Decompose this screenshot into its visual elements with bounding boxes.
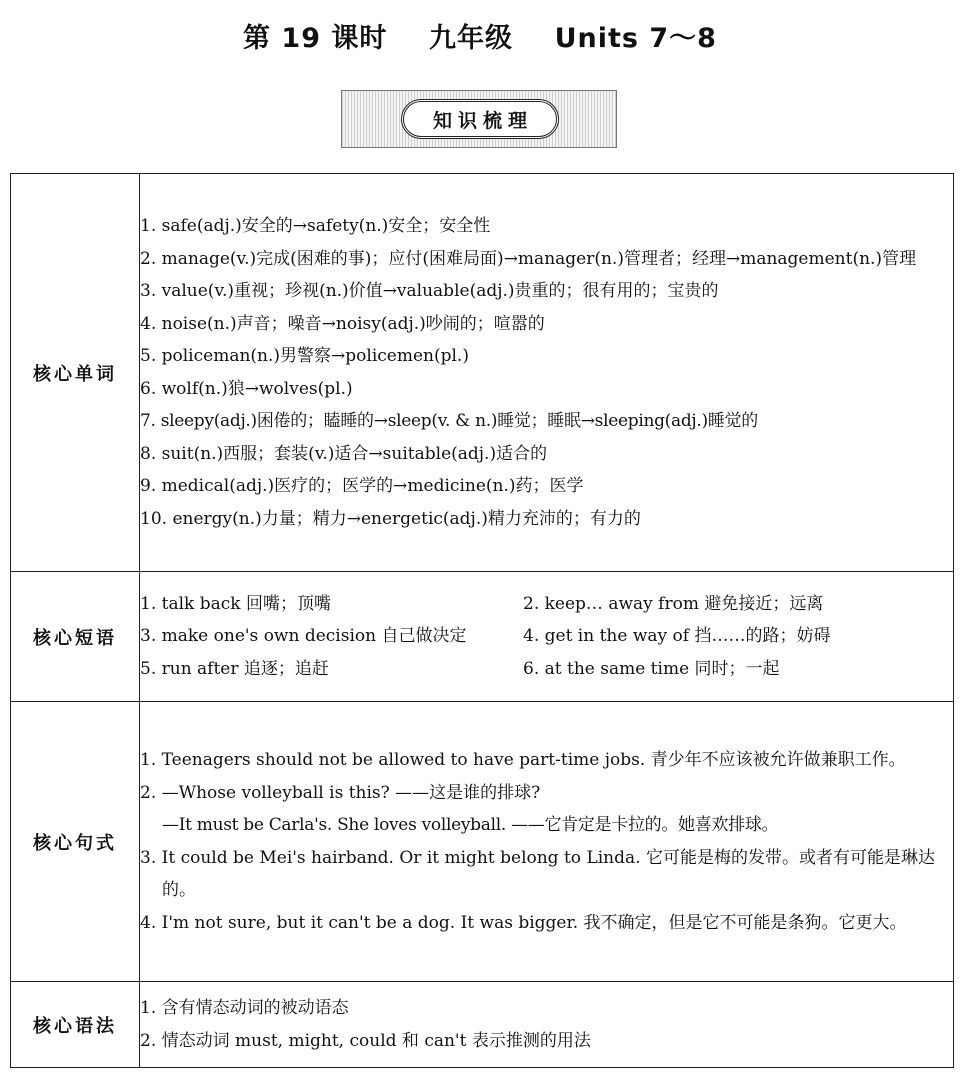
phrase-item: 6. at the same time 同时；一起 xyxy=(523,658,780,679)
sentences-content xyxy=(140,702,954,982)
phrase-item: 5. run after 追逐；追赶 xyxy=(140,658,329,679)
word-item: 9. medical(adj.)医疗的；医学的→medicine(n.)药；医学 xyxy=(140,476,584,496)
word-item: 4. noise(n.)声音；噪音→noisy(adj.)吵闹的；喧嚣的 xyxy=(140,313,545,334)
phrase-item: 1. talk back 回嘴；顶嘴 xyxy=(140,593,331,614)
sentence-item: 1. Teenagers should not be allowed to have part-time jobs. 青少年不应该被允许做兼职工作。 xyxy=(140,750,906,770)
word-item: 5. policeman(n.)男警察→policemen(pl.) xyxy=(140,346,469,366)
row-label-phrases: 核心短语 xyxy=(11,572,140,702)
sentence-item: 3. It could be Mei's hairband. Or it might belong to Linda. 它可能是梅的发带。或者有可能是琳达的。 xyxy=(140,847,935,900)
word-item: 8. suit(n.)西服；套装(v.)适合→suitable(adj.)适合的 xyxy=(140,443,548,464)
words-content xyxy=(140,174,954,572)
grammar-item: 2. 情态动词 must, might, could 和 can't 表示推测的用法 xyxy=(140,1030,591,1051)
word-item: 2. manage(v.)完成(困难的事)；应付(困难局面)→manager(n.)管理者；经理→management(n.)管理 xyxy=(140,248,917,269)
section-badge-label: 知识梳理 xyxy=(401,99,559,139)
phrases-content xyxy=(140,572,954,702)
word-item: 3. value(v.)重视；珍视(n.)价值→valuable(adj.)贵重的；很有用的；宝贵的 xyxy=(140,281,719,301)
row-label-sentences: 核心句式 xyxy=(11,702,140,982)
table-row-words xyxy=(11,174,954,572)
knowledge-table xyxy=(10,173,954,1068)
sentence-item: 2. —Whose volleyball is this? ——这是谁的排球? xyxy=(140,782,541,803)
table-row-phrases xyxy=(11,572,954,702)
word-item: 1. safe(adj.)安全的→safety(n.)安全；安全性 xyxy=(140,216,491,236)
word-item: 7. sleepy(adj.)困倦的；瞌睡的→sleep(v. & n.)睡觉；睡眠→sleeping(adj.)睡觉的 xyxy=(140,411,758,431)
word-item: 10. energy(n.)力量；精力→energetic(adj.)精力充沛的；有力的 xyxy=(140,508,641,529)
row-label-words: 核心单词 xyxy=(11,174,140,572)
phrase-item: 2. keep… away from 避免接近；远离 xyxy=(523,593,824,614)
word-item: 6. wolf(n.)狼→wolves(pl.) xyxy=(140,378,353,399)
section-badge xyxy=(341,90,617,148)
sentence-item: —It must be Carla's. She loves volleyball. ——它肯定是卡拉的。她喜欢排球。 xyxy=(162,815,779,835)
grammar-content xyxy=(140,982,954,1068)
row-label-grammar: 核心语法 xyxy=(11,982,140,1068)
table-row-grammar xyxy=(11,982,954,1068)
page-title: 第 19 课时 九年级 Units 7～8 xyxy=(243,23,717,54)
table-row-sentences xyxy=(11,702,954,982)
phrase-item: 3. make one's own decision 自己做决定 xyxy=(140,626,467,647)
grammar-item: 1. 含有情态动词的被动语态 xyxy=(140,998,349,1018)
phrase-item: 4. get in the way of 挡……的路；妨碍 xyxy=(523,626,831,647)
sentence-item: 4. I'm not sure, but it can't be a dog. It was bigger. 我不确定，但是它不可能是条狗。它更大。 xyxy=(140,912,907,933)
